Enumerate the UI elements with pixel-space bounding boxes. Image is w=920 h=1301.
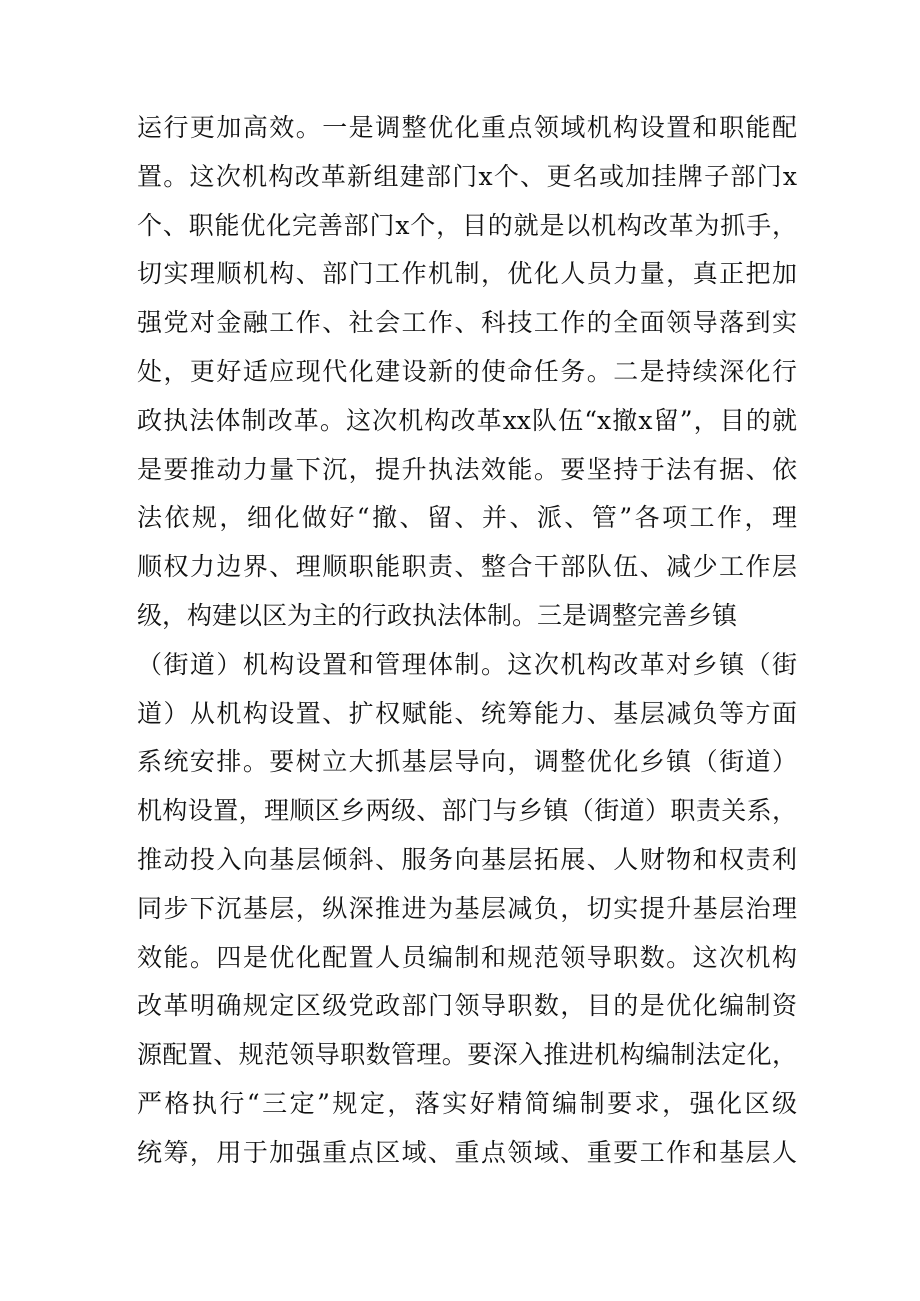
text-line: 机构设置，理顺区乡两级、部门与乡镇（街道）职责关系， — [137, 796, 797, 826]
body-paragraph — [137, 104, 797, 1178]
text-line: 严格执行“三定”规定，落实好精简编制要求，强化区级 — [137, 1088, 797, 1118]
text-line: 是要推动力量下沉，提升执法效能。要坚持于法有据、依 — [137, 454, 797, 484]
text-line: 强党对金融工作、社会工作、科技工作的全面领导落到实 — [137, 308, 797, 338]
text-line: 置。这次机构改革新组建部门x个、更名或加挂牌子部门x — [137, 161, 797, 191]
text-line: 切实理顺机构、部门工作机制，优化人员力量，真正把加 — [137, 259, 797, 289]
text-line: 处，更好适应现代化建设新的使命任务。二是持续深化行 — [137, 356, 797, 386]
text-line: 法依规，细化做好“撤、留、并、派、管”各项工作，理 — [137, 503, 797, 533]
text-line: 道）从机构设置、扩权赋能、统筹能力、基层减负等方面 — [137, 698, 797, 728]
text-line: 统筹，用于加强重点区域、重点领域、重要工作和基层人 — [137, 1137, 797, 1167]
text-line: 效能。四是优化配置人员编制和规范领导职数。这次机构 — [137, 942, 797, 972]
text-line: 改革明确规定区级党政部门领导职数，目的是优化编制资 — [137, 991, 797, 1021]
text-line: 政执法体制改革。这次机构改革xx队伍“x撤x留”，目的就 — [137, 405, 797, 435]
text-line: 源配置、规范领导职数管理。要深入推进机构编制法定化， — [137, 1040, 797, 1070]
text-line: 级，构建以区为主的行政执法体制。三是调整完善乡镇 — [137, 600, 738, 630]
text-line: 顺权力边界、理顺职能职责、整合干部队伍、减少工作层 — [137, 552, 797, 582]
text-line: 同步下沉基层，纵深推进为基层减负，切实提升基层治理 — [137, 893, 797, 923]
text-line: 个、职能优化完善部门x个，目的就是以机构改革为抓手， — [137, 210, 797, 240]
text-line: 推动投入向基层倾斜、服务向基层拓展、人财物和权责利 — [137, 844, 797, 874]
text-line: 运行更加高效。一是调整优化重点领域机构设置和职能配 — [137, 113, 797, 142]
text-line: （街道）机构设置和管理体制。这次机构改革对乡镇（街 — [137, 649, 797, 679]
text-line: 系统安排。要树立大抓基层导向，调整优化乡镇（街道） — [137, 747, 797, 777]
